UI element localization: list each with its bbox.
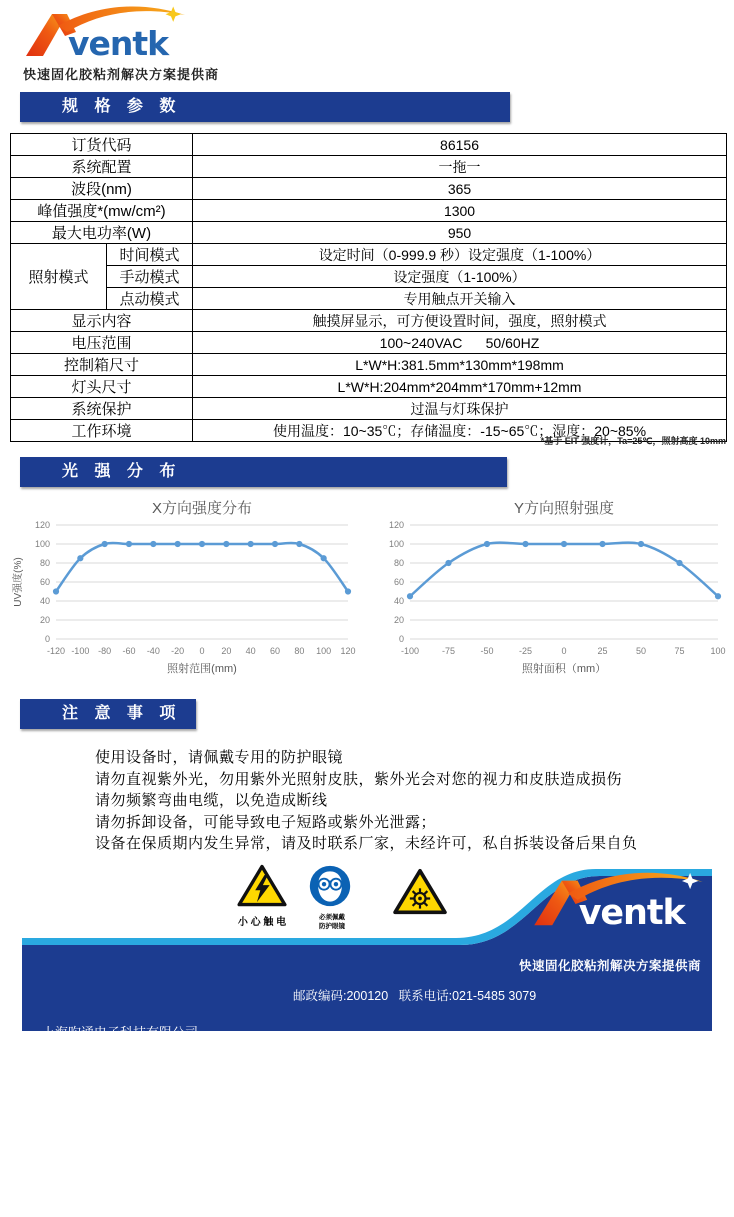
precaution-item: 使用设备时，请佩戴专用的防护眼镜 xyxy=(95,749,344,766)
footer-company-address: 上海市浦东新区同发路 123 弄 12-3 号 xyxy=(42,1106,261,1121)
data-point xyxy=(102,541,108,547)
data-point xyxy=(150,541,156,547)
spec-value: 使用温度：10~35℃；存储温度：-15~65℃；湿度：20~85% xyxy=(193,420,727,442)
y-tick-label: 80 xyxy=(393,558,404,568)
spec-sublabel: 点动模式 xyxy=(107,288,193,310)
y-tick-label: 20 xyxy=(39,615,50,625)
section-title-intensity: 光 强 分 布 xyxy=(20,457,507,487)
footer-logo xyxy=(530,872,710,934)
spec-group-label: 照射模式 xyxy=(11,244,107,310)
data-point xyxy=(445,560,451,566)
spec-sublabel: 手动模式 xyxy=(107,266,193,288)
footer-tagline: 快速固化胶粘剂解决方案提供商 xyxy=(519,959,702,973)
spec-value: 专用触点开关输入 xyxy=(193,288,727,310)
spec-value: 设定时间（0-999.9 秒）设定强度（1-100%） xyxy=(193,244,727,266)
spec-table xyxy=(10,133,727,442)
spec-value: 86156 xyxy=(193,134,727,156)
x-tick-label: -60 xyxy=(122,646,136,656)
y-tick-label: 100 xyxy=(388,539,404,549)
x-axis-label: 照射范围(mm) xyxy=(167,663,237,675)
data-point xyxy=(561,541,567,547)
y-tick-label: 40 xyxy=(393,596,404,606)
warning-goggles-label-2: 防护眼镜 xyxy=(319,923,345,930)
logo-wordmark: ventk xyxy=(68,24,169,63)
spec-label: 显示内容 xyxy=(11,310,193,332)
spec-value: 过温与灯珠保护 xyxy=(193,398,727,420)
x-tick-label: 120 xyxy=(340,646,356,656)
table-row xyxy=(11,398,727,420)
data-point xyxy=(223,541,229,547)
spec-label: 工作环境 xyxy=(11,420,193,442)
data-line xyxy=(56,543,348,592)
y-tick-label: 20 xyxy=(393,615,404,625)
table-row xyxy=(11,310,727,332)
chart-x-intensity xyxy=(10,497,360,679)
precaution-item: 请勿拆卸设备，可能导致电子短路或紫外光泄露； xyxy=(95,813,437,831)
warning-goggles-label-1: 必须佩戴 xyxy=(319,914,345,921)
chart-title: Y方向照射强度 xyxy=(513,500,615,517)
logo-star xyxy=(166,7,181,22)
table-row xyxy=(11,178,727,200)
line-chart-svg xyxy=(10,497,360,679)
spec-label: 灯头尺寸 xyxy=(11,376,193,398)
spec-label: 控制箱尺寸 xyxy=(11,354,193,376)
spec-value: 设定强度（1-100%） xyxy=(193,266,727,288)
table-row xyxy=(11,222,727,244)
data-point xyxy=(53,588,59,594)
x-tick-label: 75 xyxy=(674,646,685,656)
table-row xyxy=(11,266,727,288)
precaution-item: 请勿频繁弯曲电缆，以免造成断线 xyxy=(95,792,328,809)
data-point xyxy=(522,541,528,547)
table-row xyxy=(11,200,727,222)
x-tick-label: -120 xyxy=(46,646,66,656)
data-point xyxy=(248,541,254,547)
chart-y-intensity xyxy=(364,497,730,679)
y-tick-label: 40 xyxy=(39,596,50,606)
data-point xyxy=(199,541,205,547)
footer-company-name: 上海昀通电子科技有限公司 xyxy=(42,1025,199,1040)
x-tick-label: 0 xyxy=(199,646,205,656)
y-tick-label: 120 xyxy=(34,520,50,530)
spec-label: 最大电功率(W) xyxy=(11,222,193,244)
table-row xyxy=(11,156,727,178)
data-point xyxy=(715,593,721,599)
warning-electric-label: 小 心 触 电 xyxy=(237,917,287,928)
section-title-notes: 注 意 事 项 xyxy=(20,699,196,729)
spec-sublabel: 时间模式 xyxy=(107,244,193,266)
data-point xyxy=(126,541,132,547)
spec-value: 950 xyxy=(193,222,727,244)
footer-contact-postal-phone: 邮政编码:200120 联系电话:021-5485 3079 xyxy=(293,989,537,1003)
x-tick-label: -100 xyxy=(71,646,90,656)
y-tick-label: 100 xyxy=(34,539,50,549)
y-tick-label: 0 xyxy=(398,634,404,644)
table-row xyxy=(11,134,727,156)
spec-label: 订货代码 xyxy=(11,134,193,156)
data-point xyxy=(296,541,302,547)
spec-value: 1300 xyxy=(193,200,727,222)
x-tick-label: -25 xyxy=(518,646,533,656)
footer-company-block xyxy=(42,965,260,1154)
table-row xyxy=(11,244,727,266)
footer-contact-fax: 公司传真:021-6130 3069 xyxy=(293,1052,431,1066)
x-tick-label: 50 xyxy=(635,646,647,656)
x-tick-label: 80 xyxy=(294,646,305,656)
aventk-logo xyxy=(22,6,192,64)
data-point xyxy=(599,541,605,547)
spec-label: 峰值强度*(mw/cm²) xyxy=(11,200,193,222)
footer-contact-website: 公司网址:www.aventk.com xyxy=(293,1178,441,1192)
table-row xyxy=(11,354,727,376)
spec-label: 系统保护 xyxy=(11,398,193,420)
spec-value: 365 xyxy=(193,178,727,200)
header-tagline: 快速固化胶粘剂解决方案提供商 xyxy=(23,67,220,82)
precaution-list xyxy=(95,747,695,855)
spec-label: 系统配置 xyxy=(11,156,193,178)
y-tick-label: 60 xyxy=(393,577,404,587)
x-tick-label: -100 xyxy=(400,646,420,656)
x-tick-label: 100 xyxy=(316,646,332,656)
logo-star xyxy=(682,873,698,889)
spec-label: 电压范围 xyxy=(11,332,193,354)
y-tick-label: 60 xyxy=(39,577,50,587)
footer-contact-block xyxy=(293,944,536,1217)
data-point xyxy=(321,555,327,561)
x-tick-label: 25 xyxy=(597,646,608,656)
table-row xyxy=(11,288,727,310)
y-tick-label: 0 xyxy=(44,634,50,644)
spec-value: 100~240VAC 50/60HZ xyxy=(193,332,727,354)
chart-title: X方向强度分布 xyxy=(151,500,253,517)
x-axis-label: 照射面积（mm） xyxy=(521,663,607,675)
spec-footnote: *基于 EIT 强度计，Ta=25℃，照射高度 10mm xyxy=(540,436,726,446)
line-chart-svg xyxy=(364,497,730,679)
table-row xyxy=(11,332,727,354)
spec-label: 波段(nm) xyxy=(11,178,193,200)
x-tick-label: 20 xyxy=(221,646,232,656)
data-point xyxy=(676,560,682,566)
y-tick-label: 120 xyxy=(388,520,404,530)
spec-value: L*W*H:204mm*204mm*170mm+12mm xyxy=(193,376,727,398)
precaution-item: 设备在保质期内发生异常，请及时联系厂家，未经许可，私自拆装设备后果自负 xyxy=(95,835,638,852)
data-point xyxy=(484,541,490,547)
section-title-specs: 规 格 参 数 xyxy=(20,92,510,122)
data-point xyxy=(407,593,413,599)
data-point xyxy=(638,541,644,547)
x-tick-label: -40 xyxy=(146,646,160,656)
spec-value: 触摸屏显示，可方便设置时间，强度，照射模式 xyxy=(193,310,727,332)
x-tick-label: 40 xyxy=(245,646,256,656)
y-tick-label: 80 xyxy=(39,558,50,568)
x-tick-label: 100 xyxy=(710,646,726,656)
data-point xyxy=(175,541,181,547)
data-point xyxy=(272,541,278,547)
footer-contact-email: 公司邮箱:Sales1@aventk.com xyxy=(293,1115,462,1129)
footer-logo-wordmark: ventk xyxy=(578,893,685,934)
x-tick-label: -50 xyxy=(480,646,494,656)
x-tick-label: -20 xyxy=(171,646,185,656)
precaution-item: 请勿直视紫外光，勿用紫外光照射皮肤，紫外光会对您的视力和皮肤造成损伤 xyxy=(95,770,623,788)
x-tick-label: -80 xyxy=(98,646,112,656)
y-axis-label: UV强度(%) xyxy=(13,557,24,607)
data-point xyxy=(345,588,351,594)
table-row xyxy=(11,376,727,398)
spec-value: 一拖一 xyxy=(193,156,727,178)
data-line xyxy=(410,543,718,597)
footer-logo-graphic xyxy=(530,872,710,934)
x-tick-label: 60 xyxy=(269,646,281,656)
x-tick-label: 0 xyxy=(561,646,567,656)
aventk-logo-graphic xyxy=(22,6,192,64)
spec-value: L*W*H:381.5mm*130mm*198mm xyxy=(193,354,727,376)
x-tick-label: -75 xyxy=(441,646,456,656)
data-point xyxy=(77,555,83,561)
